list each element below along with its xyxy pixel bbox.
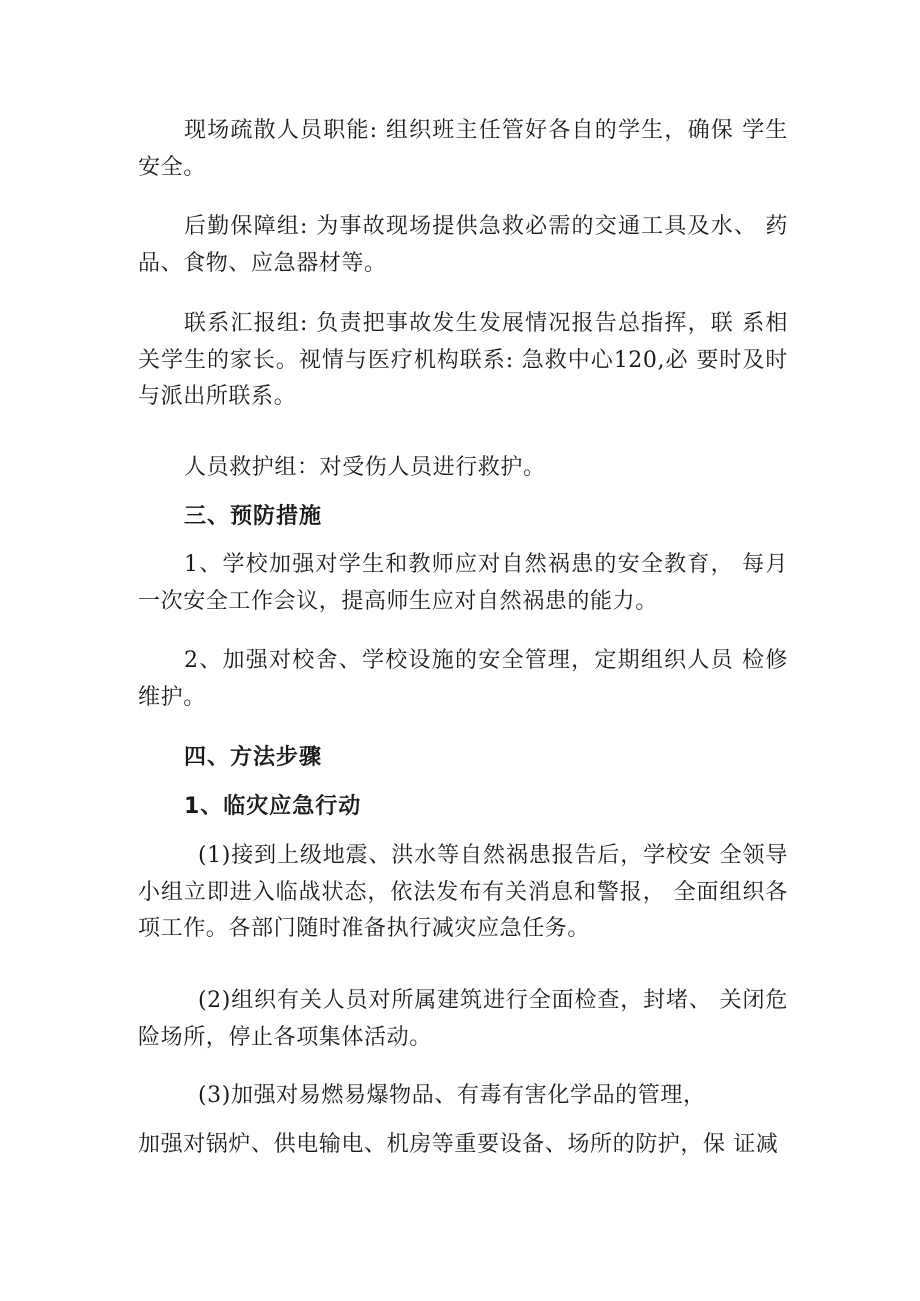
paragraph-liaison-group: 联系汇报组: 负责把事故发生发展情况报告总指挥，联 系相关学生的家长。视情与医疗机构联系: 急救中心120,必 要时及时与派出所联系。 — [138, 311, 788, 409]
paragraph-prevention-2: 2、加强对校舍、学校设施的安全管理，定期组织人员 检修维护。 — [138, 648, 788, 710]
paragraph-step-3-continued: 加强对锅炉、供电输电、机房等重要设备、场所的防护，保 证减 — [138, 1132, 779, 1157]
paragraph-step-1: (1)接到上级地震、洪水等自然祸患报告后，学校安 全领导小组立即进入临战状态，依法发布有关消息和警报， 全面组织各项工作。各部门随时准备执行减灾应急任务。 — [138, 843, 788, 941]
paragraph-prevention-1: 1、学校加强对学生和教师应对自然祸患的安全教育， 每月一次安全工作会议，提高师生应对自然祸患的能力。 — [138, 552, 788, 614]
section-heading-prevention: 三、预防措施 — [184, 504, 323, 529]
subsection-heading-emergency: 1、临灾应急行动 — [184, 794, 362, 819]
paragraph-logistics-group: 后勤保障组: 为事故现场提供急救必需的交通工具及水、 药品、食物、应急器材等。 — [138, 214, 788, 276]
paragraph-rescue-group: 人员救护组：对受伤人员进行救护。 — [184, 455, 546, 480]
paragraph-step-3: (3)加强对易燃易爆物品、有毒有害化学品的管理， — [198, 1083, 706, 1108]
paragraph-evacuation-role: 现场疏散人员职能: 组织班主任管好各自的学生，确保 学生安全。 — [138, 118, 788, 180]
paragraph-step-2: (2)组织有关人员对所属建筑进行全面检查，封堵、 关闭危险场所，停止各项集体活动。 — [138, 988, 788, 1050]
section-heading-steps: 四、方法步骤 — [184, 745, 323, 770]
